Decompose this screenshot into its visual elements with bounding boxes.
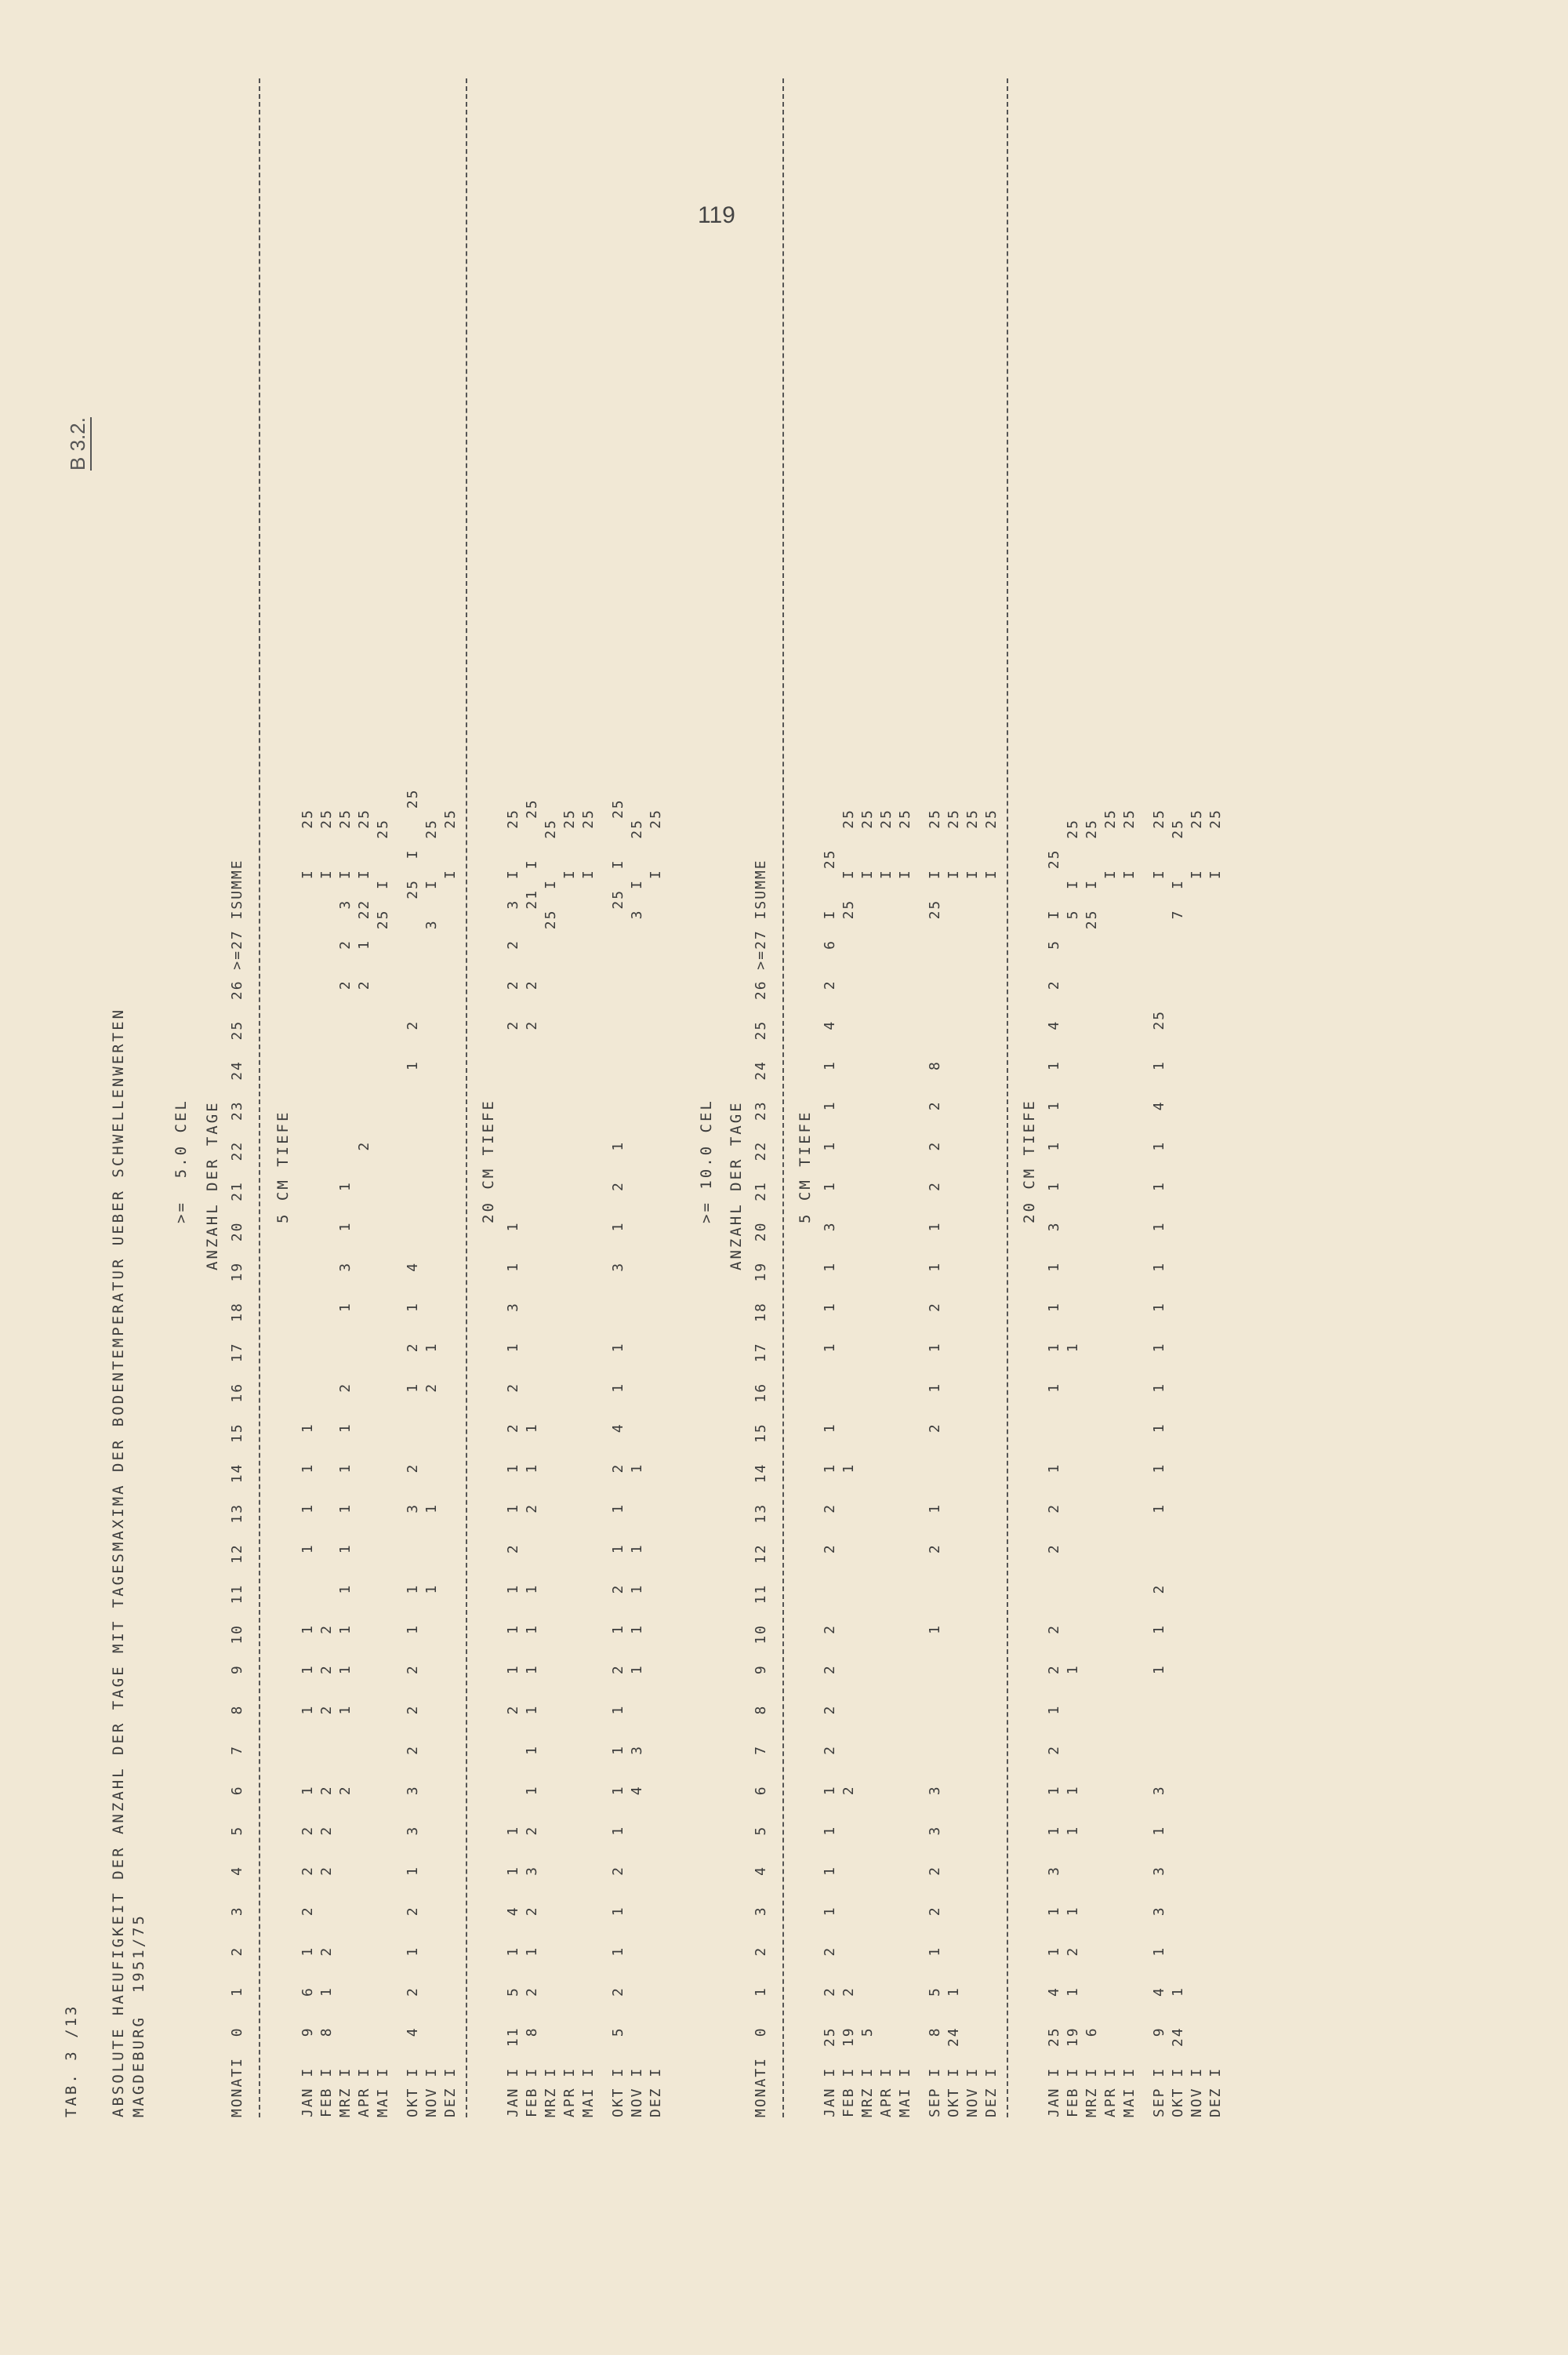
table-row: MAI I I 25 xyxy=(580,809,597,2117)
table-row: JAN I 25 2 2 1 1 1 1 2 2 2 2 2 2 1 1 1 1 1 3 1 1 1 1 4 2 6 I 25 xyxy=(822,849,838,2117)
page-number: 119 xyxy=(698,202,735,228)
table-row: NOV I 1 1 2 1 3 I 25 xyxy=(423,819,440,2117)
table-id: TAB. 3 /13 xyxy=(63,2004,80,2117)
table-row: MAI I I 25 xyxy=(897,809,913,2117)
header-rule xyxy=(782,78,784,2117)
table-row: SEP I 9 4 1 3 3 1 3 1 1 2 1 1 1 1 1 1 1 1 1 1 4 1 25 I 25 xyxy=(1151,809,1167,2117)
table-header-row: MONATI 0 1 2 3 4 5 6 7 8 9 10 11 12 13 14 15 16 17 18 19 20 21 22 23 24 25 26 >=27 ISUMME xyxy=(229,859,245,2117)
column-group-label: ANZAHL DER TAGE xyxy=(204,1100,221,1270)
table-row: APR I I 25 xyxy=(878,809,895,2117)
table-row: MRZ I 6 25 I 25 xyxy=(1083,819,1100,2117)
table-row: NOV I 4 3 1 1 1 1 1 3 I 25 xyxy=(629,819,645,2117)
threshold-label: >= 10.0 CEL xyxy=(698,1099,715,1223)
header-rule xyxy=(259,78,260,2117)
section-mark: B 3.2. xyxy=(66,417,92,471)
table-row: MRZ I 25 I 25 xyxy=(543,819,559,2117)
table-row: DEZ I I 25 xyxy=(648,809,664,2117)
table-row: JAN I 9 6 1 2 2 2 1 1 1 1 1 1 1 1 I 25 xyxy=(299,809,316,2117)
table-row: JAN I 25 4 1 1 3 1 1 2 1 2 2 2 2 1 1 1 1 1 3 1 1 1 1 4 2 5 I 25 xyxy=(1046,849,1062,2117)
depth-rule xyxy=(466,78,467,2117)
column-group-label: ANZAHL DER TAGE xyxy=(728,1100,745,1270)
table-row: OKT I 5 2 1 1 2 1 1 1 1 2 1 2 1 1 2 4 1 1 3 1 2 1 25 I 25 xyxy=(610,798,626,2117)
table-header-row: MONATI 0 1 2 3 4 5 6 7 8 9 10 11 12 13 14 15 16 17 18 19 20 21 22 23 24 25 26 >=27 ISUMME xyxy=(753,859,769,2117)
table-row: APR I 2 2 1 22 I 25 xyxy=(356,809,372,2117)
table-row: FEB I 8 2 1 2 3 2 1 1 1 1 1 1 2 1 1 2 2 21 I 25 xyxy=(524,798,540,2117)
table-row: OKT I 24 1 7 I 25 xyxy=(1170,819,1186,2117)
table-row: OKT I 24 1 I 25 xyxy=(946,809,962,2117)
table-row: MAI I I 25 xyxy=(1121,809,1138,2117)
depth-label: 5 CM TIEFE xyxy=(274,1110,292,1223)
depth-label: 5 CM TIEFE xyxy=(797,1110,814,1223)
depth-label: 20 CM TIEFE xyxy=(1021,1099,1038,1223)
table-row: MRZ I 5 I 25 xyxy=(859,809,876,2117)
table-row: DEZ I I 25 xyxy=(442,809,459,2117)
depth-rule xyxy=(1007,78,1008,2117)
table-row: NOV I I 25 xyxy=(964,809,981,2117)
table-row: OKT I 4 2 1 2 1 3 3 2 2 2 1 1 3 2 1 2 1 4 1 2 25 I 25 xyxy=(405,788,421,2117)
table-row: JAN I 11 5 1 4 1 1 2 1 1 1 2 1 1 2 2 1 3 1 1 2 2 2 3 I 25 xyxy=(505,809,521,2117)
table-row: MRZ I 2 1 1 1 1 1 1 1 1 2 1 3 1 1 2 2 3 I 25 xyxy=(337,809,354,2117)
table-row: DEZ I I 25 xyxy=(1207,809,1224,2117)
table-row: DEZ I I 25 xyxy=(983,809,1000,2117)
station-label: MAGDEBURG 1951/75 xyxy=(130,1913,147,2117)
table-row: FEB I 19 1 2 1 1 1 1 1 5 I 25 xyxy=(1065,819,1081,2117)
table-title: ABSOLUTE HAEUFIGKEIT DER ANZAHL DER TAGE MIT TAGESMAXIMA DER BODENTEMPERATUR UEBER SCHWELLENWERTEN xyxy=(110,1007,127,2117)
table-row: APR I I 25 xyxy=(1102,809,1119,2117)
table-row: NOV I I 25 xyxy=(1189,809,1205,2117)
depth-label: 20 CM TIEFE xyxy=(480,1099,497,1223)
table-row: FEB I 19 2 2 1 25 I 25 xyxy=(840,809,857,2117)
threshold-label: >= 5.0 CEL xyxy=(172,1099,190,1223)
table-row: MAI I 25 I 25 xyxy=(375,819,391,2117)
table-row: APR I I 25 xyxy=(561,809,578,2117)
rotated-table-sheet xyxy=(47,63,1537,2117)
table-row: FEB I 8 1 2 2 2 2 2 2 2 I 25 xyxy=(318,809,335,2117)
table-row: SEP I 8 5 1 2 2 3 3 1 2 1 2 1 1 2 1 1 2 2 2 8 25 I 25 xyxy=(927,809,943,2117)
